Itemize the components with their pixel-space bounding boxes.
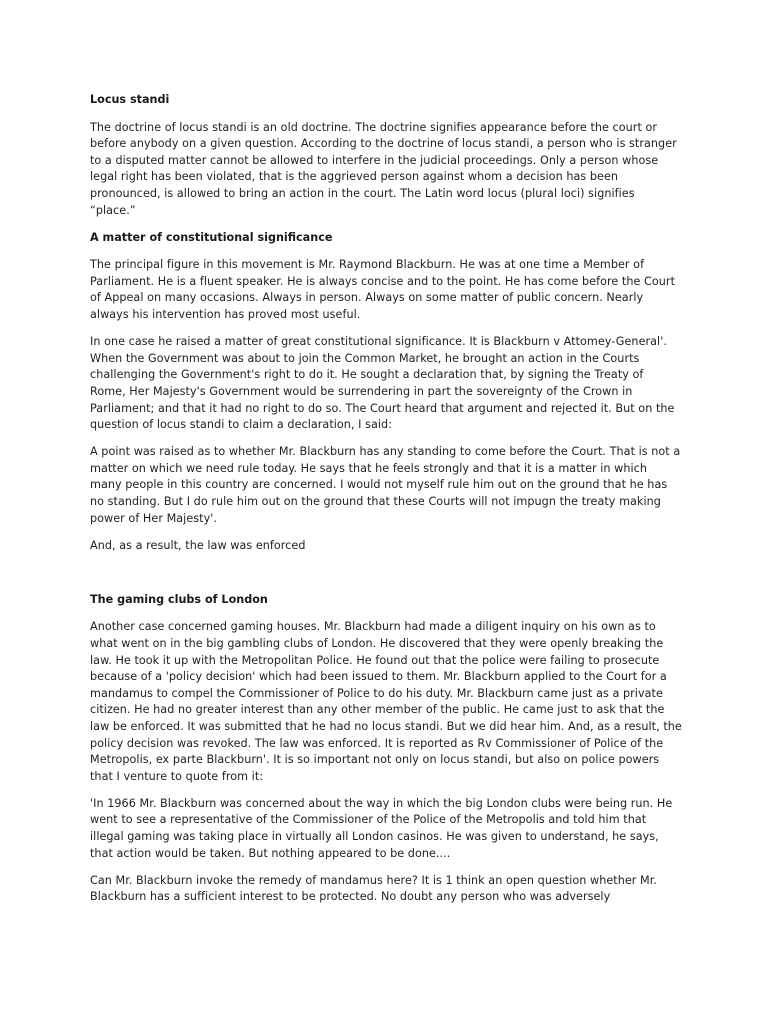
quoted-paragraph: 'In 1966 Mr. Blackburn was concerned about the way in which the big London clubs were being run. He went to see a representative of the Commissioner of the Police of the Metropolis and told him that illegal gaming was taking place in virtually all London casinos. He was given to understand, he says, that action would be taken. But nothing appeared to be done.... [90, 796, 673, 860]
paragraph: The principal figure in this movement is Mr. Raymond Blackburn. He was at one time a Member of Parliament. He is a fluent speaker. He is always concise and to the point. He has come before the Court of Appeal on many occasions. Always in person. Always on some matter of public concern. Nearly always his intervention has proved most useful. [90, 258, 676, 322]
heading-gaming-clubs: The gaming clubs of London [90, 592, 268, 606]
heading-locus-standi: Locus standi [90, 93, 170, 106]
paragraph: In one case he raised a matter of great constitutional significance. It is Blackburn v Attomey-General'. When the Government was about to join the Common Market, he brought an action in the Courts challenging the Government's right to do it. He sought a declaration that, by signing the Treaty of Rome, Her Majesty's Government would be surrendering in part the sovereignty of the Crown in Parliament; and that it had no right to do so. The Court heard that argument and rejected it. But on the question of locus standi to claim a declaration, I said: [90, 335, 675, 432]
paragraph: And, as a result, the law was enforced [90, 538, 306, 552]
section-spacer [90, 565, 682, 592]
quoted-paragraph: A point was raised as to whether Mr. Blackburn has any standing to come before the Court. That is not a matter on which we need rule today. He says that he feels strongly and that it is a matter in which many people in this country are concerned. I would not myself rule him out on the ground that he has no standing. But I do rule him out on the ground that these Courts will not impugn the treaty making power of Her Majesty'. [90, 445, 681, 525]
paragraph: Another case concerned gaming houses. Mr. Blackburn had made a diligent inquiry on his own as to what went on in the big gambling clubs of London. He discovered that they were openly breaking the law. He took it up with the Metropolitan Police. He found out that the police were failing to prosecute because of a 'policy decision' which had been issued to them. Mr. Blackburn applied to the Court for a mandamus to compel the Commissioner of Police to do his duty. Mr. Blackburn came just as a private citizen. He had no greater interest than any other member of the public. He came just to ask that the law be enforced. It was submitted that he had no locus standi. But we did hear him. And, as a result, the policy decision was revoked. The law was enforced. It is reported as Rv Commissioner of Police of the Metropolis, ex parte Blackburn'. It is so important not only on locus standi, but also on police powers that I venture to quote from it: [90, 620, 682, 783]
document-body [90, 92, 682, 916]
heading-constitutional-significance: A matter of constitutional significance [90, 230, 333, 244]
paragraph: Can Mr. Blackburn invoke the remedy of mandamus here? It is 1 think an open question whether Mr. Blackburn has a sufficient interest to be protected. No doubt any person who was adversely [90, 873, 657, 904]
paragraph: The doctrine of locus standi is an old doctrine. The doctrine signifies appearance before the court or before anybody on a given question. According to the doctrine of locus standi, a person who is stranger to a disputed matter cannot be allowed to interfere in the judicial proceedings. Only a person whose legal right has been violated, that is the aggrieved person against whom a decision has been pronounced, is allowed to bring an action in the court. The Latin word locus (plural loci) signifies “place.” [90, 120, 677, 217]
